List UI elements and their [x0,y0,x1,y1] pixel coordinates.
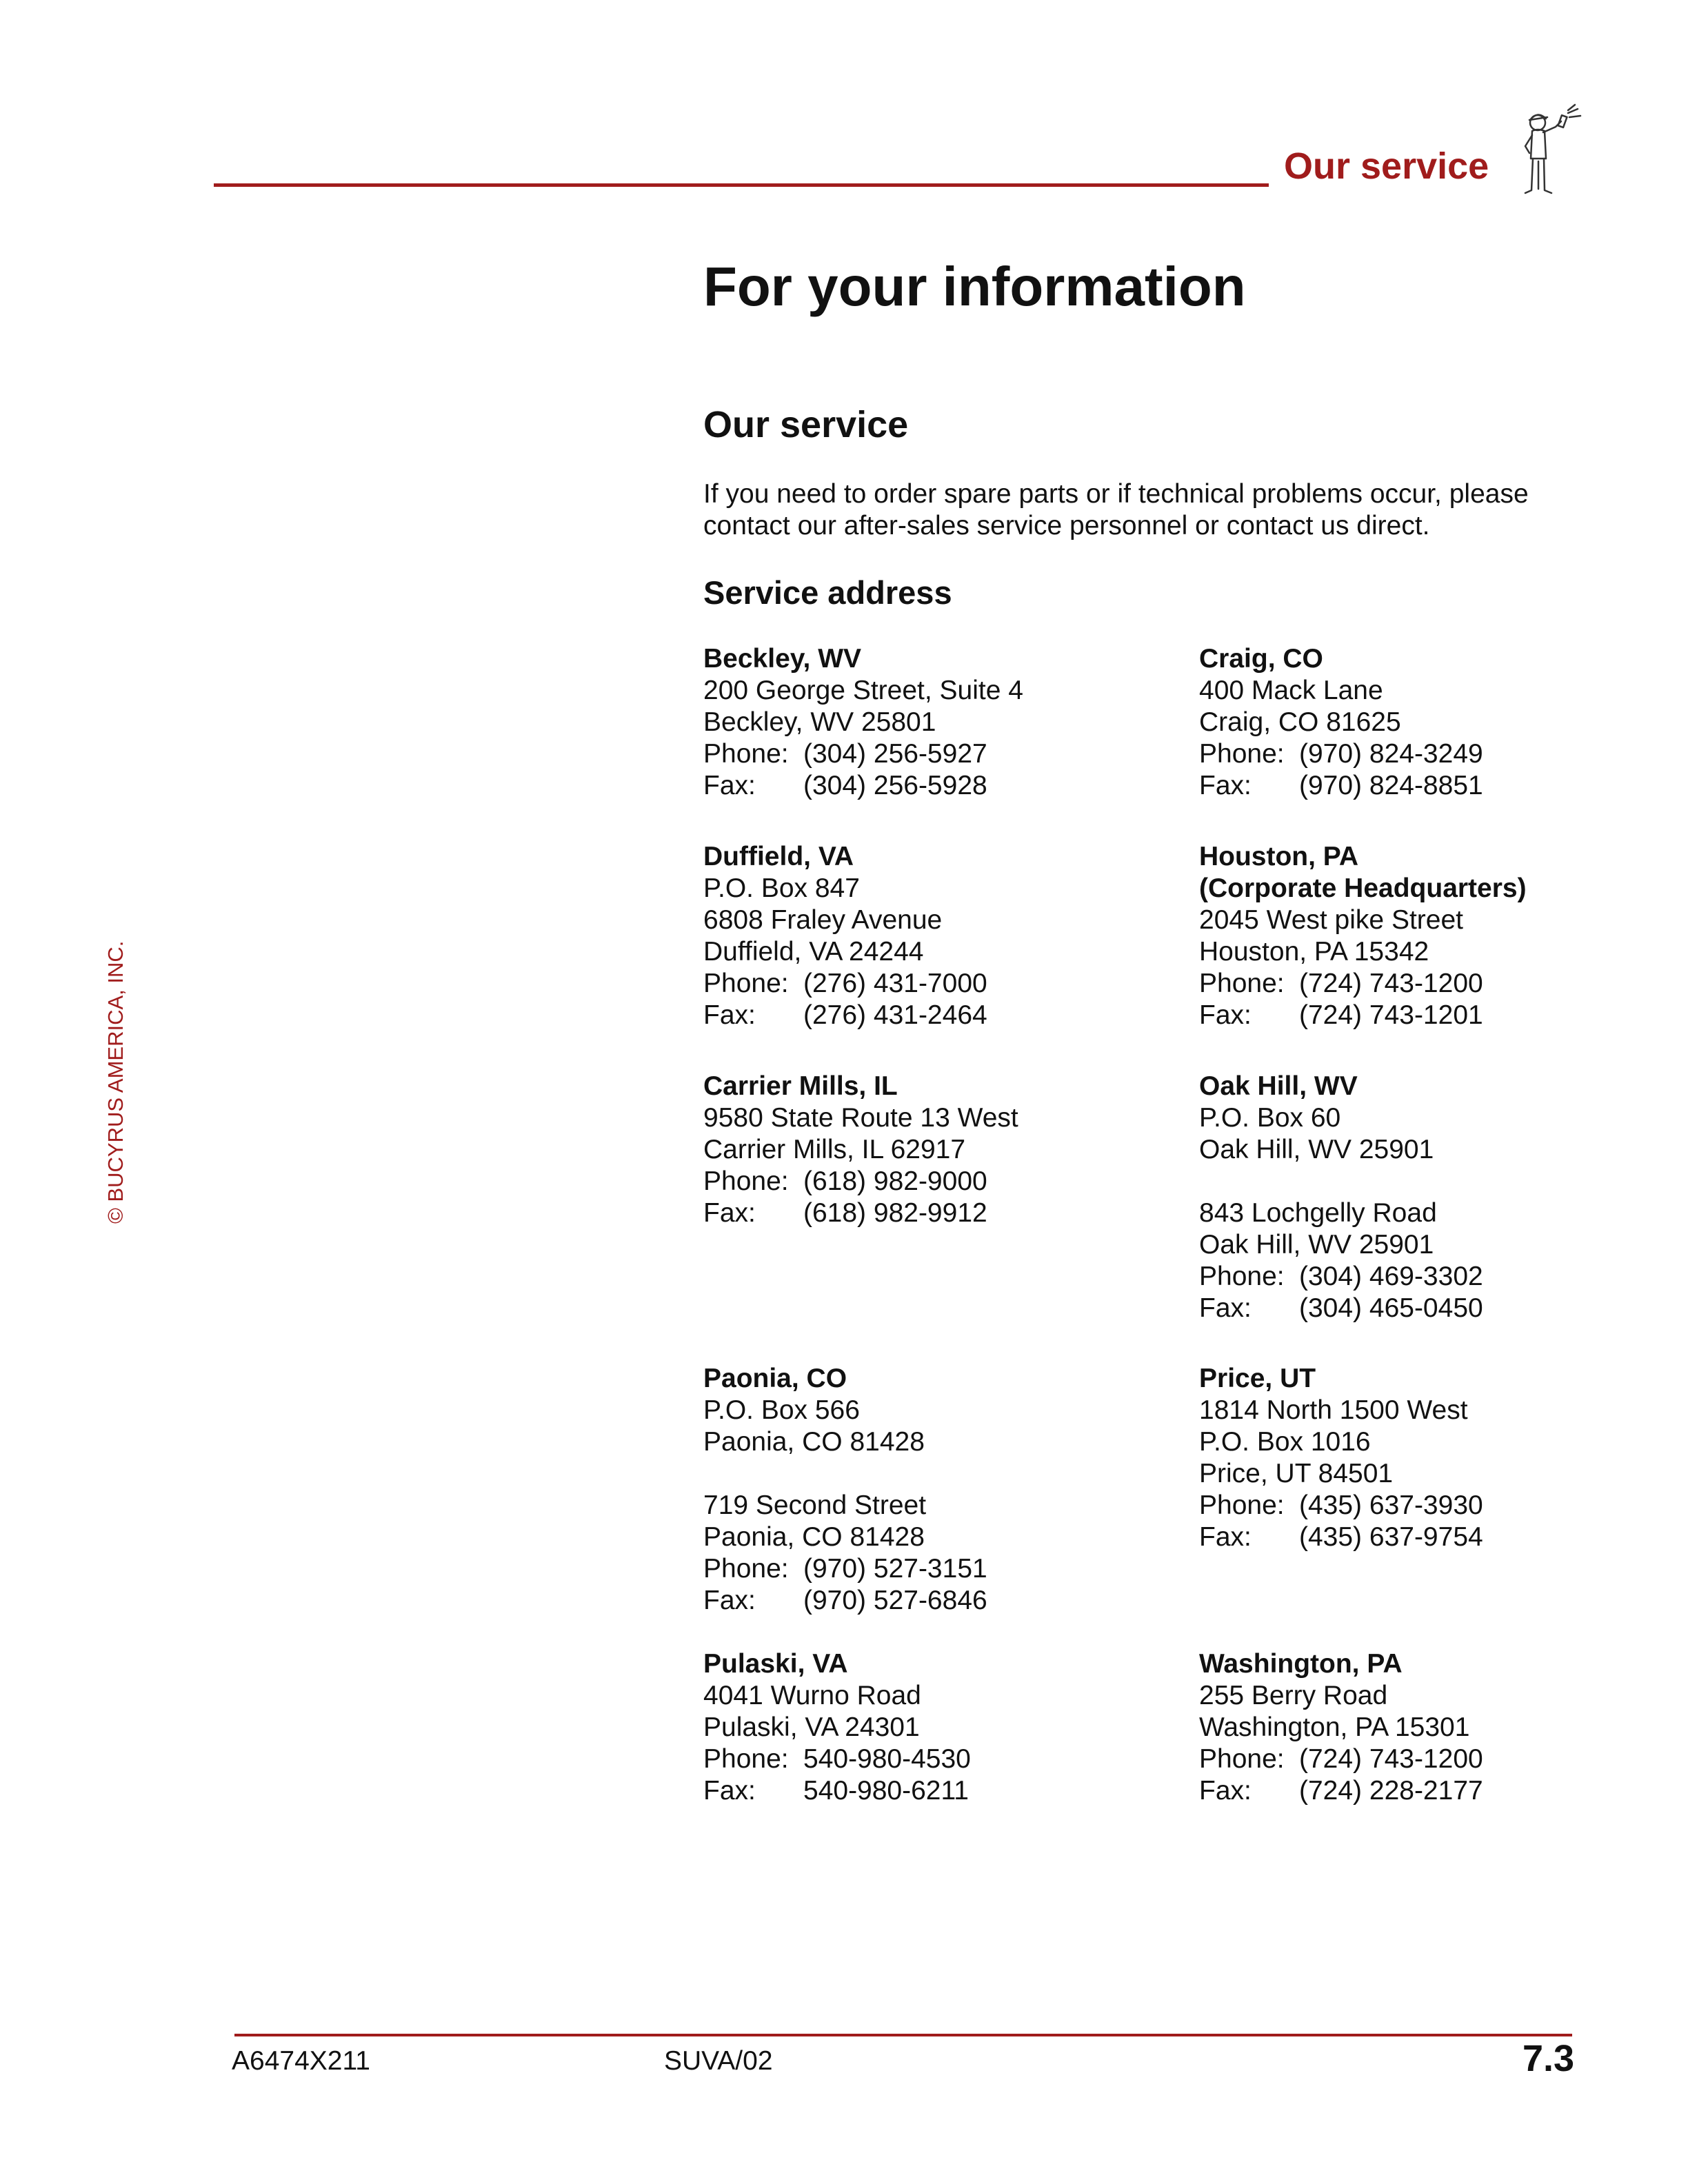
side-copyright: © BUCYRUS AMERICA, INC. [103,940,128,1224]
fax-row [1199,1521,1483,1553]
address-line: Pulaski, VA 24301 [703,1712,920,1742]
phone-label: Phone: [1199,969,1285,998]
footer-rule [234,2034,1572,2036]
phone-number: (618) 982-9000 [803,1166,987,1196]
phone-number: (724) 743-1200 [1299,969,1483,998]
subsection-title: Service address [703,574,952,611]
address-line: P.O. Box 60 [1199,1103,1341,1133]
fax-number: (970) 824-8851 [1299,771,1483,800]
address-line: 255 Berry Road [1199,1681,1388,1710]
phone-number: (970) 824-3249 [1299,739,1483,769]
address-name: Paonia, CO [703,1364,847,1393]
footer-doc-number: A6474X211 [232,2046,370,2076]
phone-row [703,738,1023,770]
section-title: Our service [703,404,909,445]
phone-number: (435) 637-3930 [1299,1490,1483,1520]
phone-row [1199,968,1527,1000]
fax-row [703,1585,987,1617]
phone-row [703,1166,1018,1197]
phone-label: Phone: [1199,1490,1285,1520]
address-line: 843 Lochgelly Road [1199,1198,1437,1228]
fax-label: Fax: [1199,1522,1252,1552]
fax-number: (304) 256-5928 [803,771,987,800]
fax-number: 540-980-6211 [803,1776,969,1806]
header-rule [214,183,1269,187]
fax-number: (724) 743-1201 [1299,1000,1483,1030]
address-subtitle: (Corporate Headquarters) [1199,873,1527,903]
fax-row [1199,1775,1483,1807]
address-line: Houston, PA 15342 [1199,937,1429,967]
address-line: Paonia, CO 81428 [703,1427,925,1457]
phone-row [1199,1490,1483,1521]
address-line: 200 George Street, Suite 4 [703,676,1023,705]
spacer [1199,1166,1483,1197]
phone-number: 540-980-4530 [803,1744,971,1774]
fax-row [1199,1293,1483,1324]
address-line: Carrier Mills, IL 62917 [703,1135,966,1164]
fax-label: Fax: [703,771,756,800]
fax-label: Fax: [703,1198,756,1228]
address-line: Washington, PA 15301 [1199,1712,1470,1742]
fax-row [703,1775,971,1807]
address-duffield [703,841,987,1031]
phone-label: Phone: [1199,1744,1285,1774]
address-name: Houston, PA [1199,842,1359,871]
fax-row [1199,770,1483,802]
phone-label: Phone: [703,969,789,998]
phone-row [1199,1261,1483,1293]
address-name: Washington, PA [1199,1649,1403,1679]
header-title: Our service [1284,145,1489,187]
intro-paragraph: If you need to order spare parts or if technical problems occur, please contact our after-sales service personnel or contact us direct. [703,479,1529,540]
phone-row [703,968,987,1000]
fax-number: (304) 465-0450 [1299,1293,1483,1323]
fax-label: Fax: [1199,1776,1252,1806]
service-technician-icon [1510,103,1593,200]
fax-row [703,770,1023,802]
phone-label: Phone: [1199,739,1285,769]
fax-number: (435) 637-9754 [1299,1522,1483,1552]
address-name: Craig, CO [1199,644,1323,674]
address-line: Oak Hill, WV 25901 [1199,1230,1434,1260]
address-name: Beckley, WV [703,644,862,674]
address-oak-hill [1199,1071,1483,1324]
address-pulaski [703,1648,971,1807]
fax-label: Fax: [1199,1000,1252,1030]
address-name: Carrier Mills, IL [703,1071,898,1101]
address-line: 719 Second Street [703,1490,927,1520]
address-craig [1199,643,1483,802]
fax-label: Fax: [703,1000,756,1030]
address-price [1199,1363,1483,1553]
address-line: 1814 North 1500 West [1199,1395,1468,1425]
address-paonia [703,1363,987,1617]
address-washington [1199,1648,1483,1807]
phone-row [1199,1743,1483,1775]
footer-revision: SUVA/02 [664,2046,773,2076]
fax-number: (970) 527-6846 [803,1586,987,1615]
address-line: 4041 Wurno Road [703,1681,921,1710]
address-line: Duffield, VA 24244 [703,937,924,967]
phone-number: (276) 431-7000 [803,969,987,998]
address-line: 2045 West pike Street [1199,905,1463,935]
address-line: 9580 State Route 13 West [703,1103,1018,1133]
address-name: Price, UT [1199,1364,1316,1393]
phone-row [1199,738,1483,770]
address-line: Craig, CO 81625 [1199,707,1401,737]
address-line: Paonia, CO 81428 [703,1522,925,1552]
fax-row [703,1000,987,1031]
phone-label: Phone: [703,1744,789,1774]
phone-label: Phone: [703,1554,789,1584]
page-title: For your information [703,256,1246,317]
phone-row [703,1553,987,1585]
address-line: 6808 Fraley Avenue [703,905,943,935]
fax-number: (276) 431-2464 [803,1000,987,1030]
fax-label: Fax: [703,1776,756,1806]
fax-row [703,1197,1018,1229]
address-houston [1199,841,1527,1031]
address-carrier-mills [703,1071,1018,1229]
phone-label: Phone: [1199,1262,1285,1291]
phone-number: (304) 469-3302 [1299,1262,1483,1291]
fax-label: Fax: [1199,1293,1252,1323]
address-name: Duffield, VA [703,842,854,871]
address-line: P.O. Box 566 [703,1395,860,1425]
phone-number: (970) 527-3151 [803,1554,987,1584]
address-line: P.O. Box 847 [703,873,860,903]
phone-label: Phone: [703,739,789,769]
address-line: Price, UT 84501 [1199,1459,1394,1488]
fax-number: (724) 228-2177 [1299,1776,1483,1806]
address-line: Beckley, WV 25801 [703,707,936,737]
fax-row [1199,1000,1527,1031]
spacer [703,1458,987,1490]
fax-label: Fax: [1199,771,1252,800]
address-line: 400 Mack Lane [1199,676,1383,705]
phone-label: Phone: [703,1166,789,1196]
address-line: P.O. Box 1016 [1199,1427,1371,1457]
address-name: Oak Hill, WV [1199,1071,1358,1101]
phone-number: (304) 256-5927 [803,739,987,769]
address-beckley [703,643,1023,802]
fax-number: (618) 982-9912 [803,1198,987,1228]
phone-row [703,1743,971,1775]
footer-page-number: 7.3 [1523,2038,1575,2079]
phone-number: (724) 743-1200 [1299,1744,1483,1774]
address-line: Oak Hill, WV 25901 [1199,1135,1434,1164]
fax-label: Fax: [703,1586,756,1615]
address-name: Pulaski, VA [703,1649,848,1679]
